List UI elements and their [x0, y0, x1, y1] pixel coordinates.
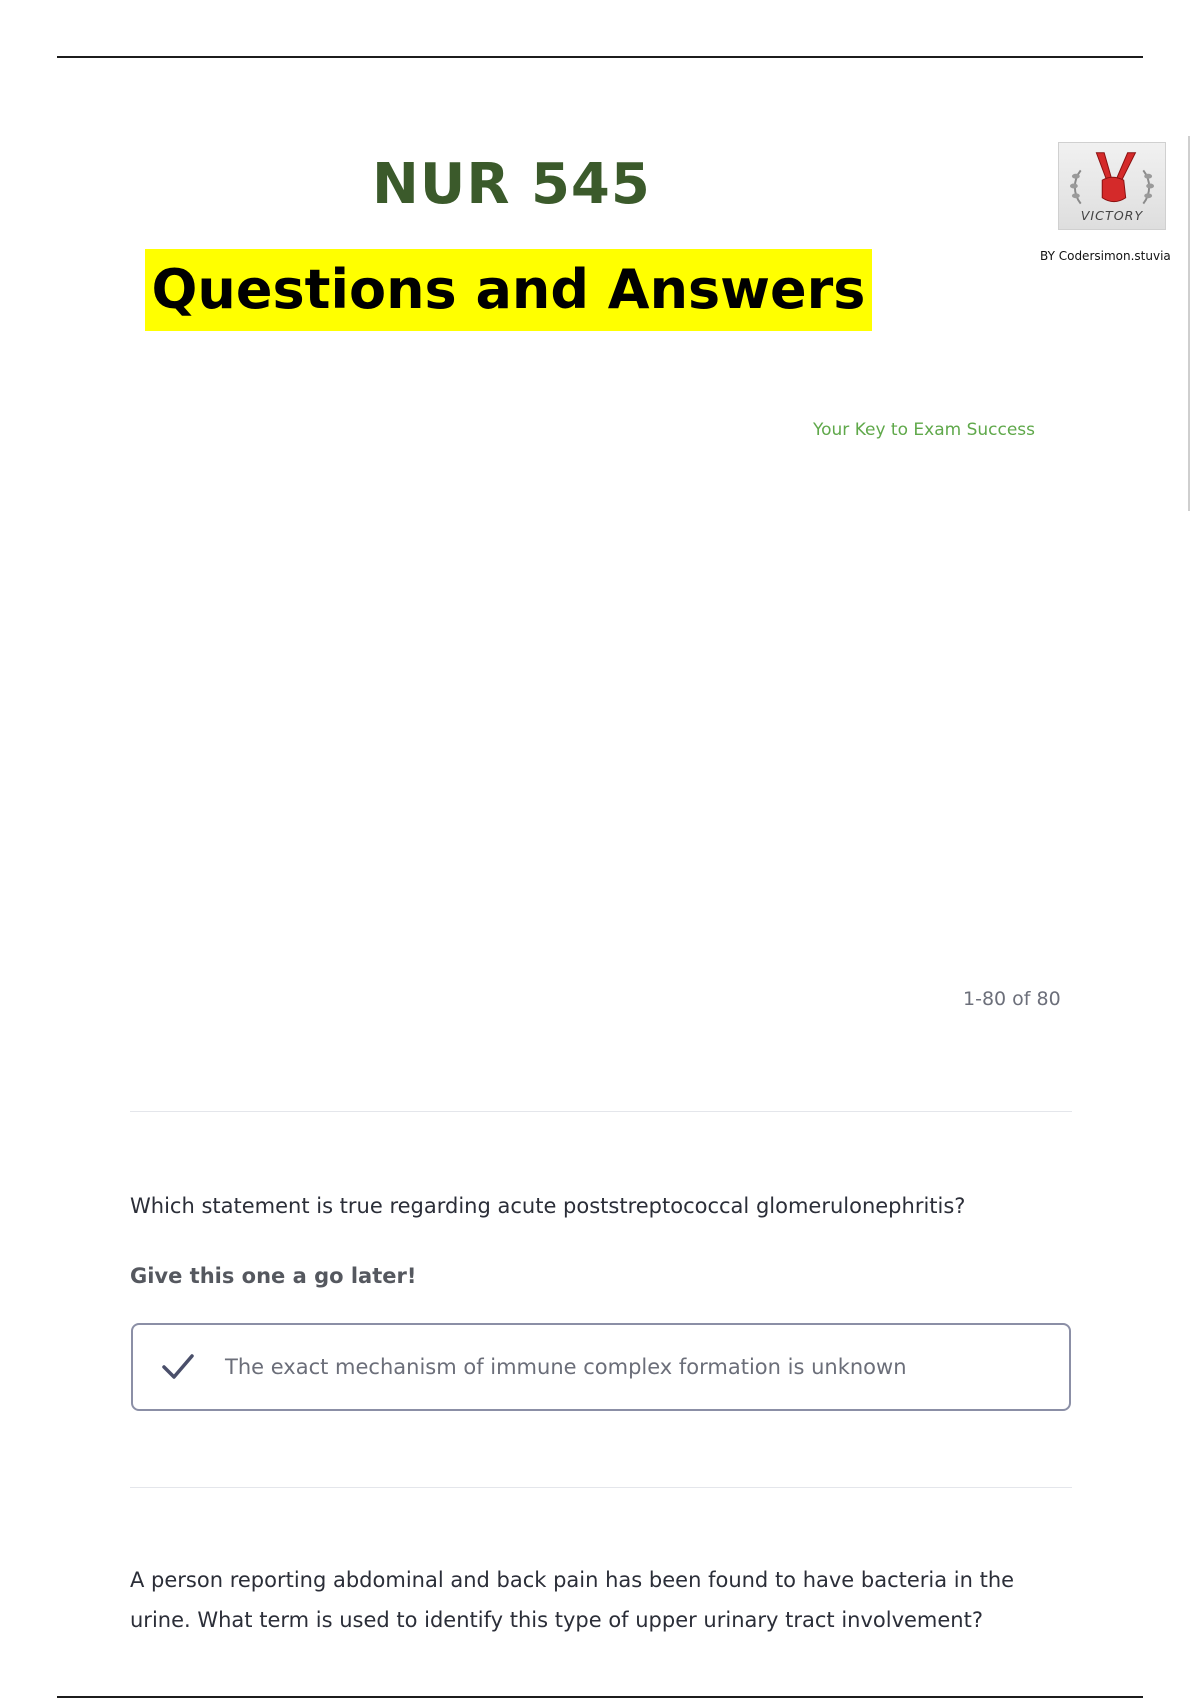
question-text: A person reporting abdominal and back pain has been found to have bacteria in the urine. What term is used to identify this type of upper urinary tract involvement?: [130, 1568, 1015, 1632]
question-text: Which statement is true regarding acute poststreptococcal glomerulonephritis?: [130, 1194, 966, 1218]
course-title: NUR 545: [372, 152, 651, 217]
bottom-rule: [57, 1696, 1143, 1698]
answer-card[interactable]: [131, 1323, 1071, 1411]
question-count: 1-80 of 80: [963, 988, 1061, 1010]
tagline: Your Key to Exam Success: [813, 420, 1036, 440]
divider: [130, 1111, 1072, 1112]
victory-logo: [1058, 142, 1166, 230]
divider: [130, 1487, 1072, 1488]
svg-text:VICTORY: VICTORY: [1080, 208, 1144, 224]
check-icon: [161, 1352, 195, 1382]
answer-text: The exact mechanism of immune complex formation is unknown: [225, 1355, 907, 1379]
margin-line: [1188, 136, 1190, 511]
hint-text: Give this one a go later!: [130, 1264, 417, 1288]
document-subtitle: Questions and Answers: [145, 249, 872, 331]
top-rule: [57, 56, 1143, 58]
logo-caption: BY Codersimon.stuvia: [1040, 249, 1171, 263]
